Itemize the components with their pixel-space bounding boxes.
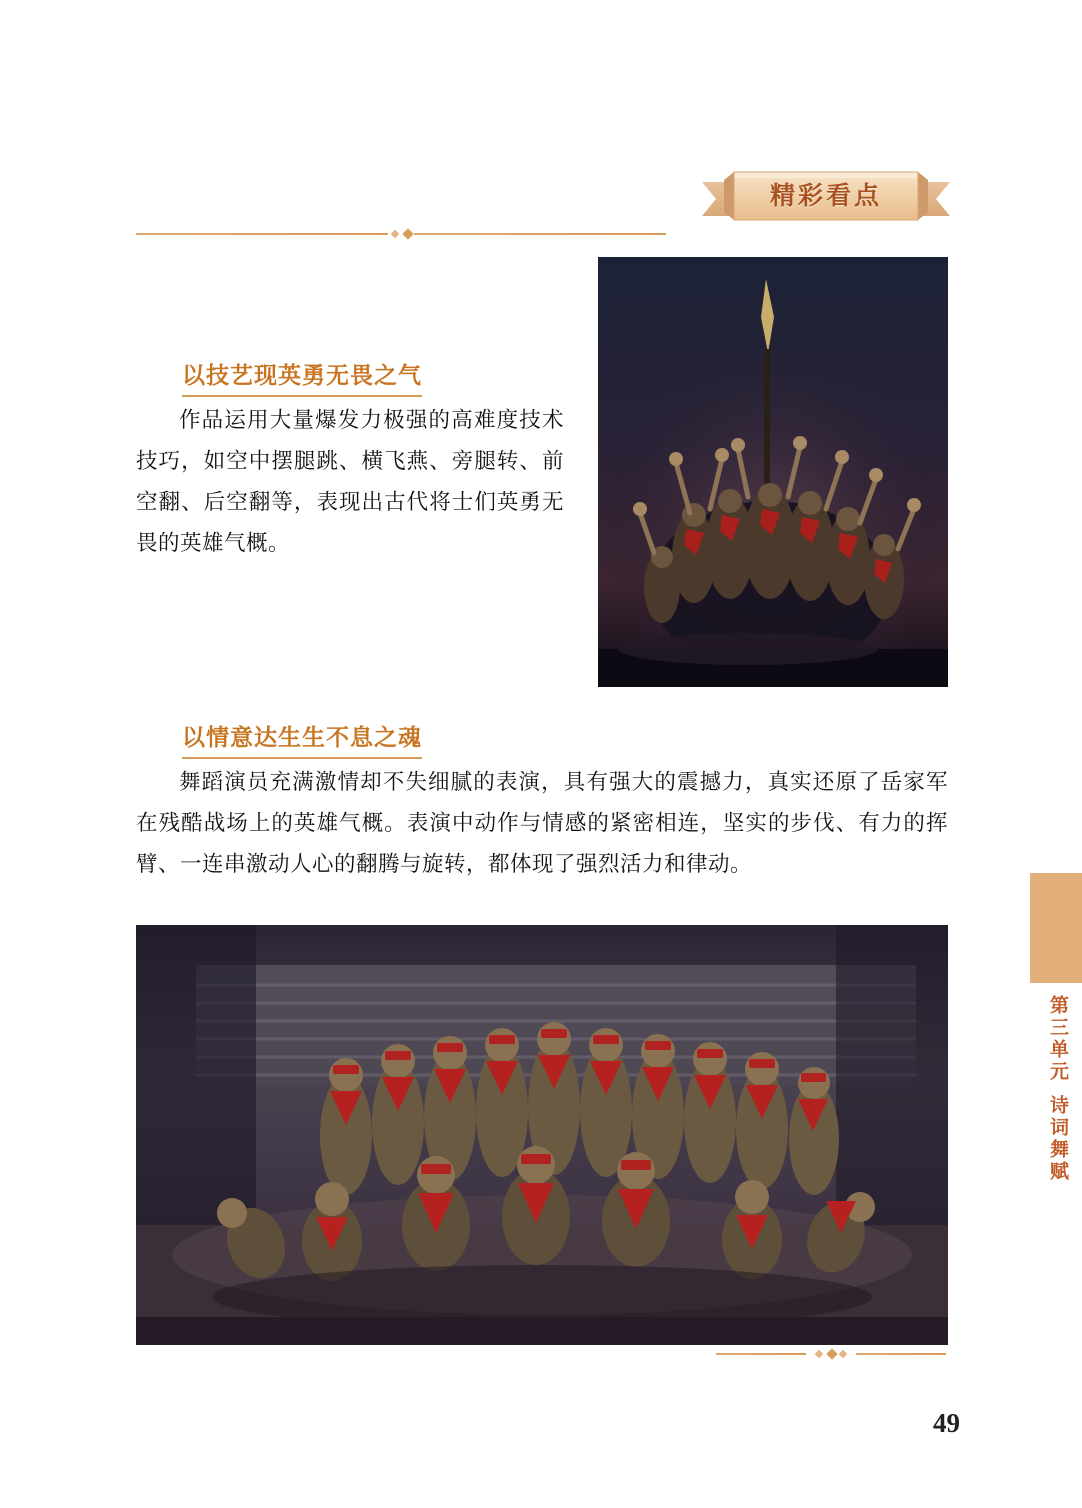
unit-title-label: 诗词舞赋 — [1047, 1095, 1068, 1183]
section-ribbon-label: 精彩看点 — [769, 183, 882, 210]
decorative-rule-top — [136, 228, 666, 238]
diamond-icon — [826, 1348, 837, 1359]
diamond-icon — [391, 230, 399, 238]
decorative-rule-bottom — [716, 1348, 946, 1358]
stage-photo-group-formation — [136, 925, 948, 1345]
section-body-1: 作品运用大量爆发力极强的高难度技术技巧，如空中摆腿跳、横飞燕、旁腿转、前空翻、后空翻等，表现出古代将士们英勇无畏的英雄气概。 — [136, 408, 564, 555]
diamond-icon — [402, 228, 413, 239]
section-body-2: 舞蹈演员充满激情却不失细腻的表演，具有强大的震撼力，真实还原了岳家军在残酷战场上的英雄气概。表演中动作与情感的紧密相连，坚实的步伐、有力的挥臂、一连串激动人心的翻腾与旋转，都体现了强烈活力和律动。 — [136, 770, 948, 876]
diamond-icon — [839, 1350, 847, 1358]
unit-tab-marker — [1030, 873, 1082, 983]
diamond-icon — [815, 1350, 823, 1358]
page-number: 49 — [933, 1408, 960, 1438]
stage-photo-spear-formation — [598, 257, 948, 687]
section-heading-1: 以技艺现英勇无畏之气 — [182, 357, 422, 397]
unit-label: 第三单元 — [1047, 995, 1068, 1083]
section-heading-2: 以情意达生生不息之魂 — [182, 719, 422, 759]
